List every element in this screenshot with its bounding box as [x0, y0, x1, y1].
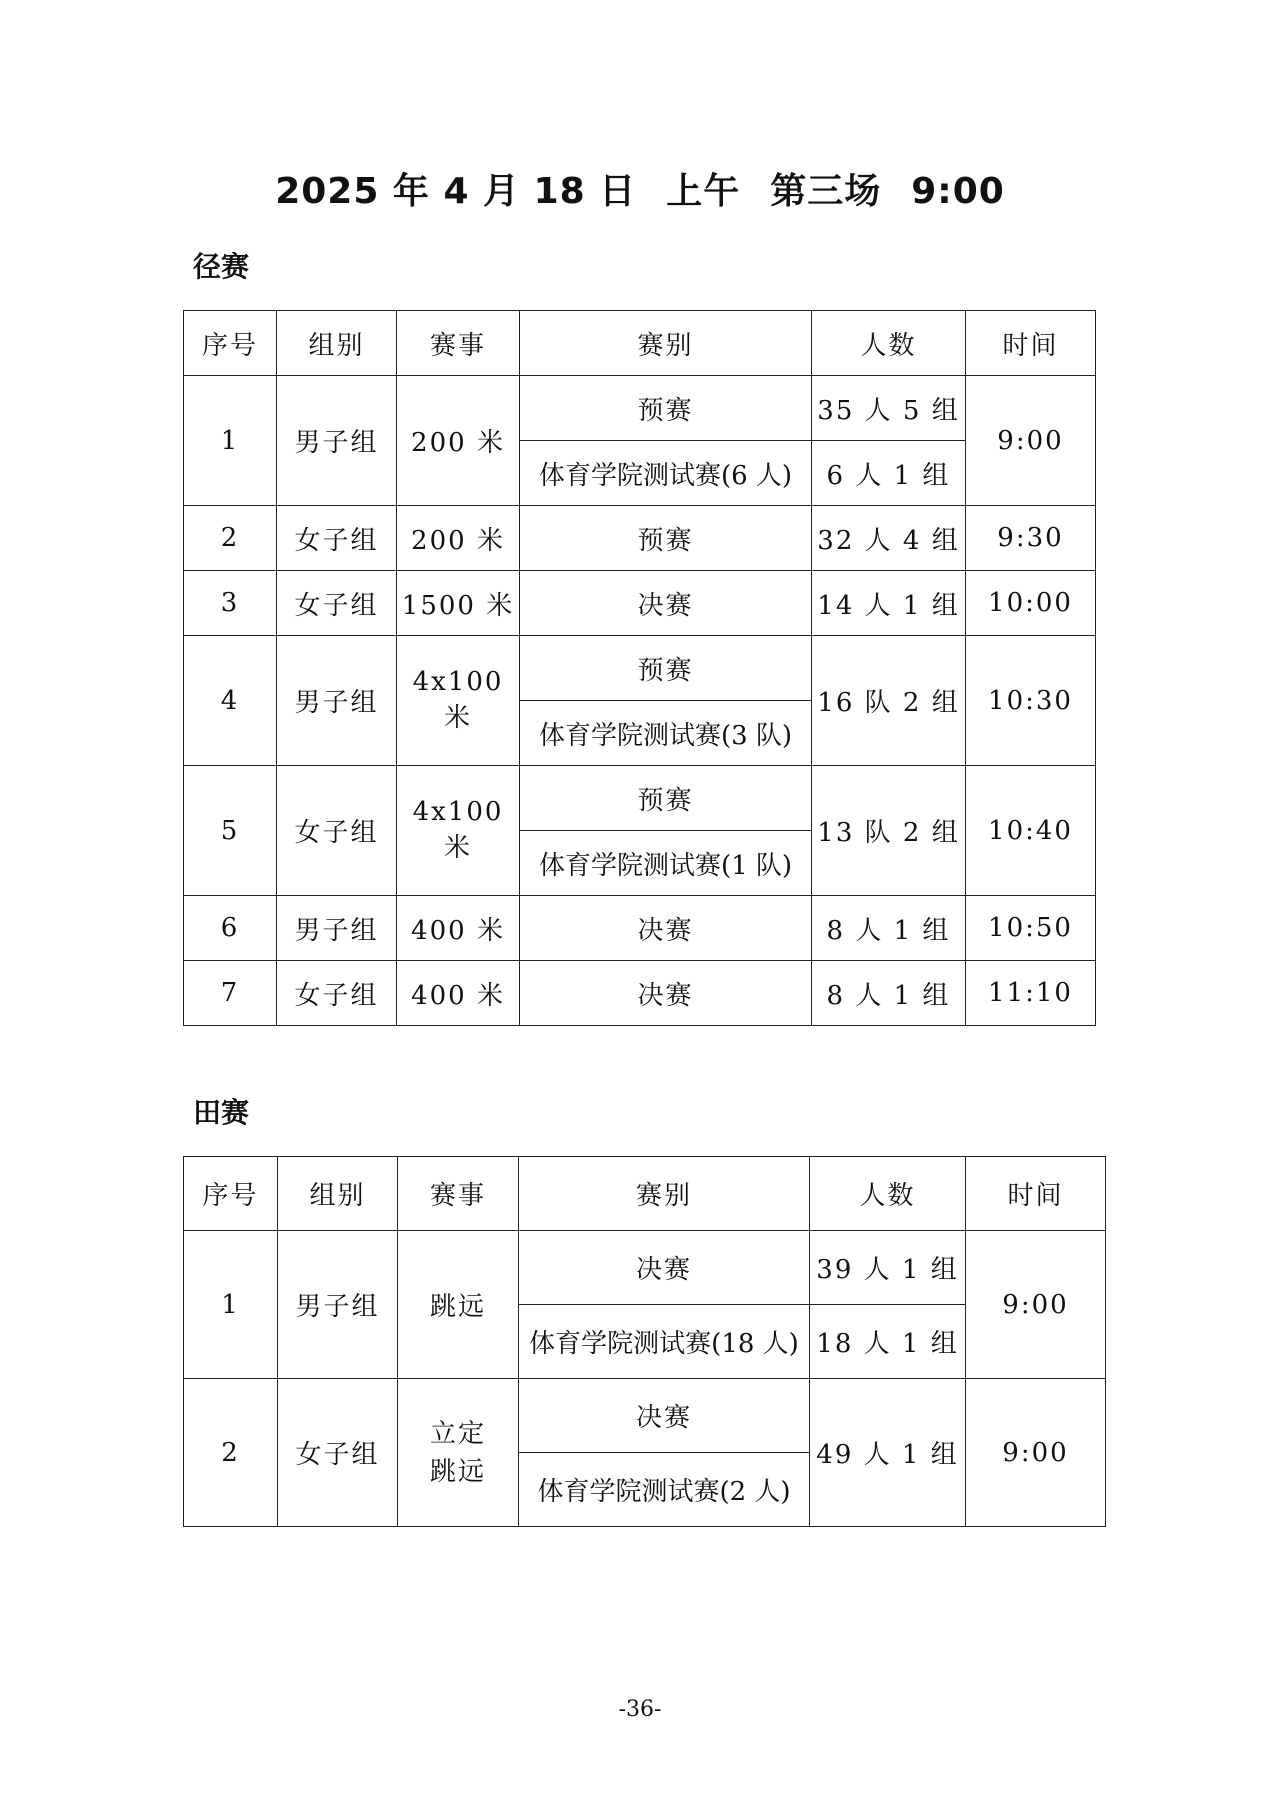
cell-group: 男子组 — [278, 1231, 398, 1379]
cell-group: 男子组 — [277, 896, 397, 961]
cell-count-test: 18 人 1 组 — [810, 1305, 966, 1379]
cell-event: 跳远 — [398, 1231, 519, 1379]
cell-time: 9:00 — [966, 376, 1096, 506]
cell-round-test: 体育学院测试赛(3 队) — [520, 701, 812, 766]
track-table — [183, 310, 1096, 1026]
track-heading: 径赛 — [193, 250, 250, 283]
table-row — [184, 1379, 1106, 1453]
header-event: 赛事 — [398, 1157, 519, 1231]
cell-count-test: 6 人 1 组 — [812, 441, 966, 506]
cell-event: 200 米 — [397, 376, 520, 506]
cell-time: 10:00 — [966, 571, 1096, 636]
cell-time: 9:00 — [966, 1231, 1106, 1379]
cell-count: 8 人 1 组 — [812, 961, 966, 1026]
event-line-2: 跳远 — [429, 1456, 486, 1487]
table-row — [184, 961, 1096, 1026]
cell-no: 4 — [184, 636, 277, 766]
header-no: 序号 — [184, 1157, 278, 1231]
cell-group: 女子组 — [278, 1379, 398, 1527]
table-row — [184, 571, 1096, 636]
cell-count: 14 人 1 组 — [812, 571, 966, 636]
cell-no: 5 — [184, 766, 277, 896]
cell-group: 女子组 — [277, 961, 397, 1026]
cell-group: 女子组 — [277, 766, 397, 896]
field-header-row — [184, 1157, 1106, 1231]
header-round: 赛别 — [519, 1157, 810, 1231]
cell-count: 35 人 5 组 — [812, 376, 966, 441]
cell-count: 8 人 1 组 — [812, 896, 966, 961]
cell-time: 10:30 — [966, 636, 1096, 766]
event-line-1: 立定 — [429, 1418, 486, 1449]
table-row — [184, 376, 1096, 441]
cell-group: 男子组 — [277, 376, 397, 506]
cell-no: 2 — [184, 1379, 278, 1527]
cell-round-test: 体育学院测试赛(2 人) — [519, 1453, 810, 1527]
cell-event: 400 米 — [397, 896, 520, 961]
cell-round: 决赛 — [519, 1231, 810, 1305]
page-number: -36- — [618, 1697, 662, 1722]
cell-event: 400 米 — [397, 961, 520, 1026]
header-time: 时间 — [966, 311, 1096, 376]
cell-group: 女子组 — [277, 571, 397, 636]
cell-round: 决赛 — [519, 1379, 810, 1453]
table-row — [184, 1231, 1106, 1305]
cell-count: 39 人 1 组 — [810, 1231, 966, 1305]
cell-time: 10:40 — [966, 766, 1096, 896]
cell-round-test: 体育学院测试赛(6 人) — [520, 441, 812, 506]
cell-group: 男子组 — [277, 636, 397, 766]
field-table — [183, 1156, 1106, 1527]
cell-event — [398, 1379, 519, 1527]
cell-no: 2 — [184, 506, 277, 571]
table-row — [184, 766, 1096, 831]
header-group: 组别 — [278, 1157, 398, 1231]
cell-event: 1500 米 — [397, 571, 520, 636]
cell-group: 女子组 — [277, 506, 397, 571]
table-row — [184, 896, 1096, 961]
cell-no: 7 — [184, 961, 277, 1026]
cell-round: 预赛 — [520, 376, 812, 441]
cell-time: 9:00 — [966, 1379, 1106, 1527]
cell-time: 10:50 — [966, 896, 1096, 961]
cell-time: 9:30 — [966, 506, 1096, 571]
cell-round: 决赛 — [520, 961, 812, 1026]
header-no: 序号 — [184, 311, 277, 376]
cell-event: 4x100 米 — [397, 636, 520, 766]
cell-count: 49 人 1 组 — [810, 1379, 966, 1527]
header-count: 人数 — [812, 311, 966, 376]
cell-round: 决赛 — [520, 896, 812, 961]
cell-time: 11:10 — [966, 961, 1096, 1026]
track-header-row — [184, 311, 1096, 376]
cell-round: 预赛 — [520, 636, 812, 701]
cell-count: 16 队 2 组 — [812, 636, 966, 766]
cell-count: 32 人 4 组 — [812, 506, 966, 571]
cell-round: 预赛 — [520, 506, 812, 571]
cell-round-test: 体育学院测试赛(18 人) — [519, 1305, 810, 1379]
cell-no: 3 — [184, 571, 277, 636]
cell-round: 决赛 — [520, 571, 812, 636]
header-group: 组别 — [277, 311, 397, 376]
header-time: 时间 — [966, 1157, 1106, 1231]
table-row — [184, 636, 1096, 701]
cell-count: 13 队 2 组 — [812, 766, 966, 896]
title-session: 上午 — [666, 171, 741, 212]
cell-no: 1 — [184, 376, 277, 506]
cell-no: 1 — [184, 1231, 278, 1379]
cell-round: 预赛 — [520, 766, 812, 831]
header-event: 赛事 — [397, 311, 520, 376]
title-round: 第三场 — [770, 171, 882, 212]
cell-event: 4x100 米 — [397, 766, 520, 896]
header-count: 人数 — [810, 1157, 966, 1231]
title-time: 9:00 — [911, 171, 1005, 212]
table-row — [184, 506, 1096, 571]
cell-event: 200 米 — [397, 506, 520, 571]
header-round: 赛别 — [520, 311, 812, 376]
field-heading: 田赛 — [193, 1096, 250, 1129]
cell-round-test: 体育学院测试赛(1 队) — [520, 831, 812, 896]
cell-no: 6 — [184, 896, 277, 961]
page-title — [0, 163, 1280, 214]
title-date: 2025 年 4 月 18 日 — [275, 171, 637, 212]
